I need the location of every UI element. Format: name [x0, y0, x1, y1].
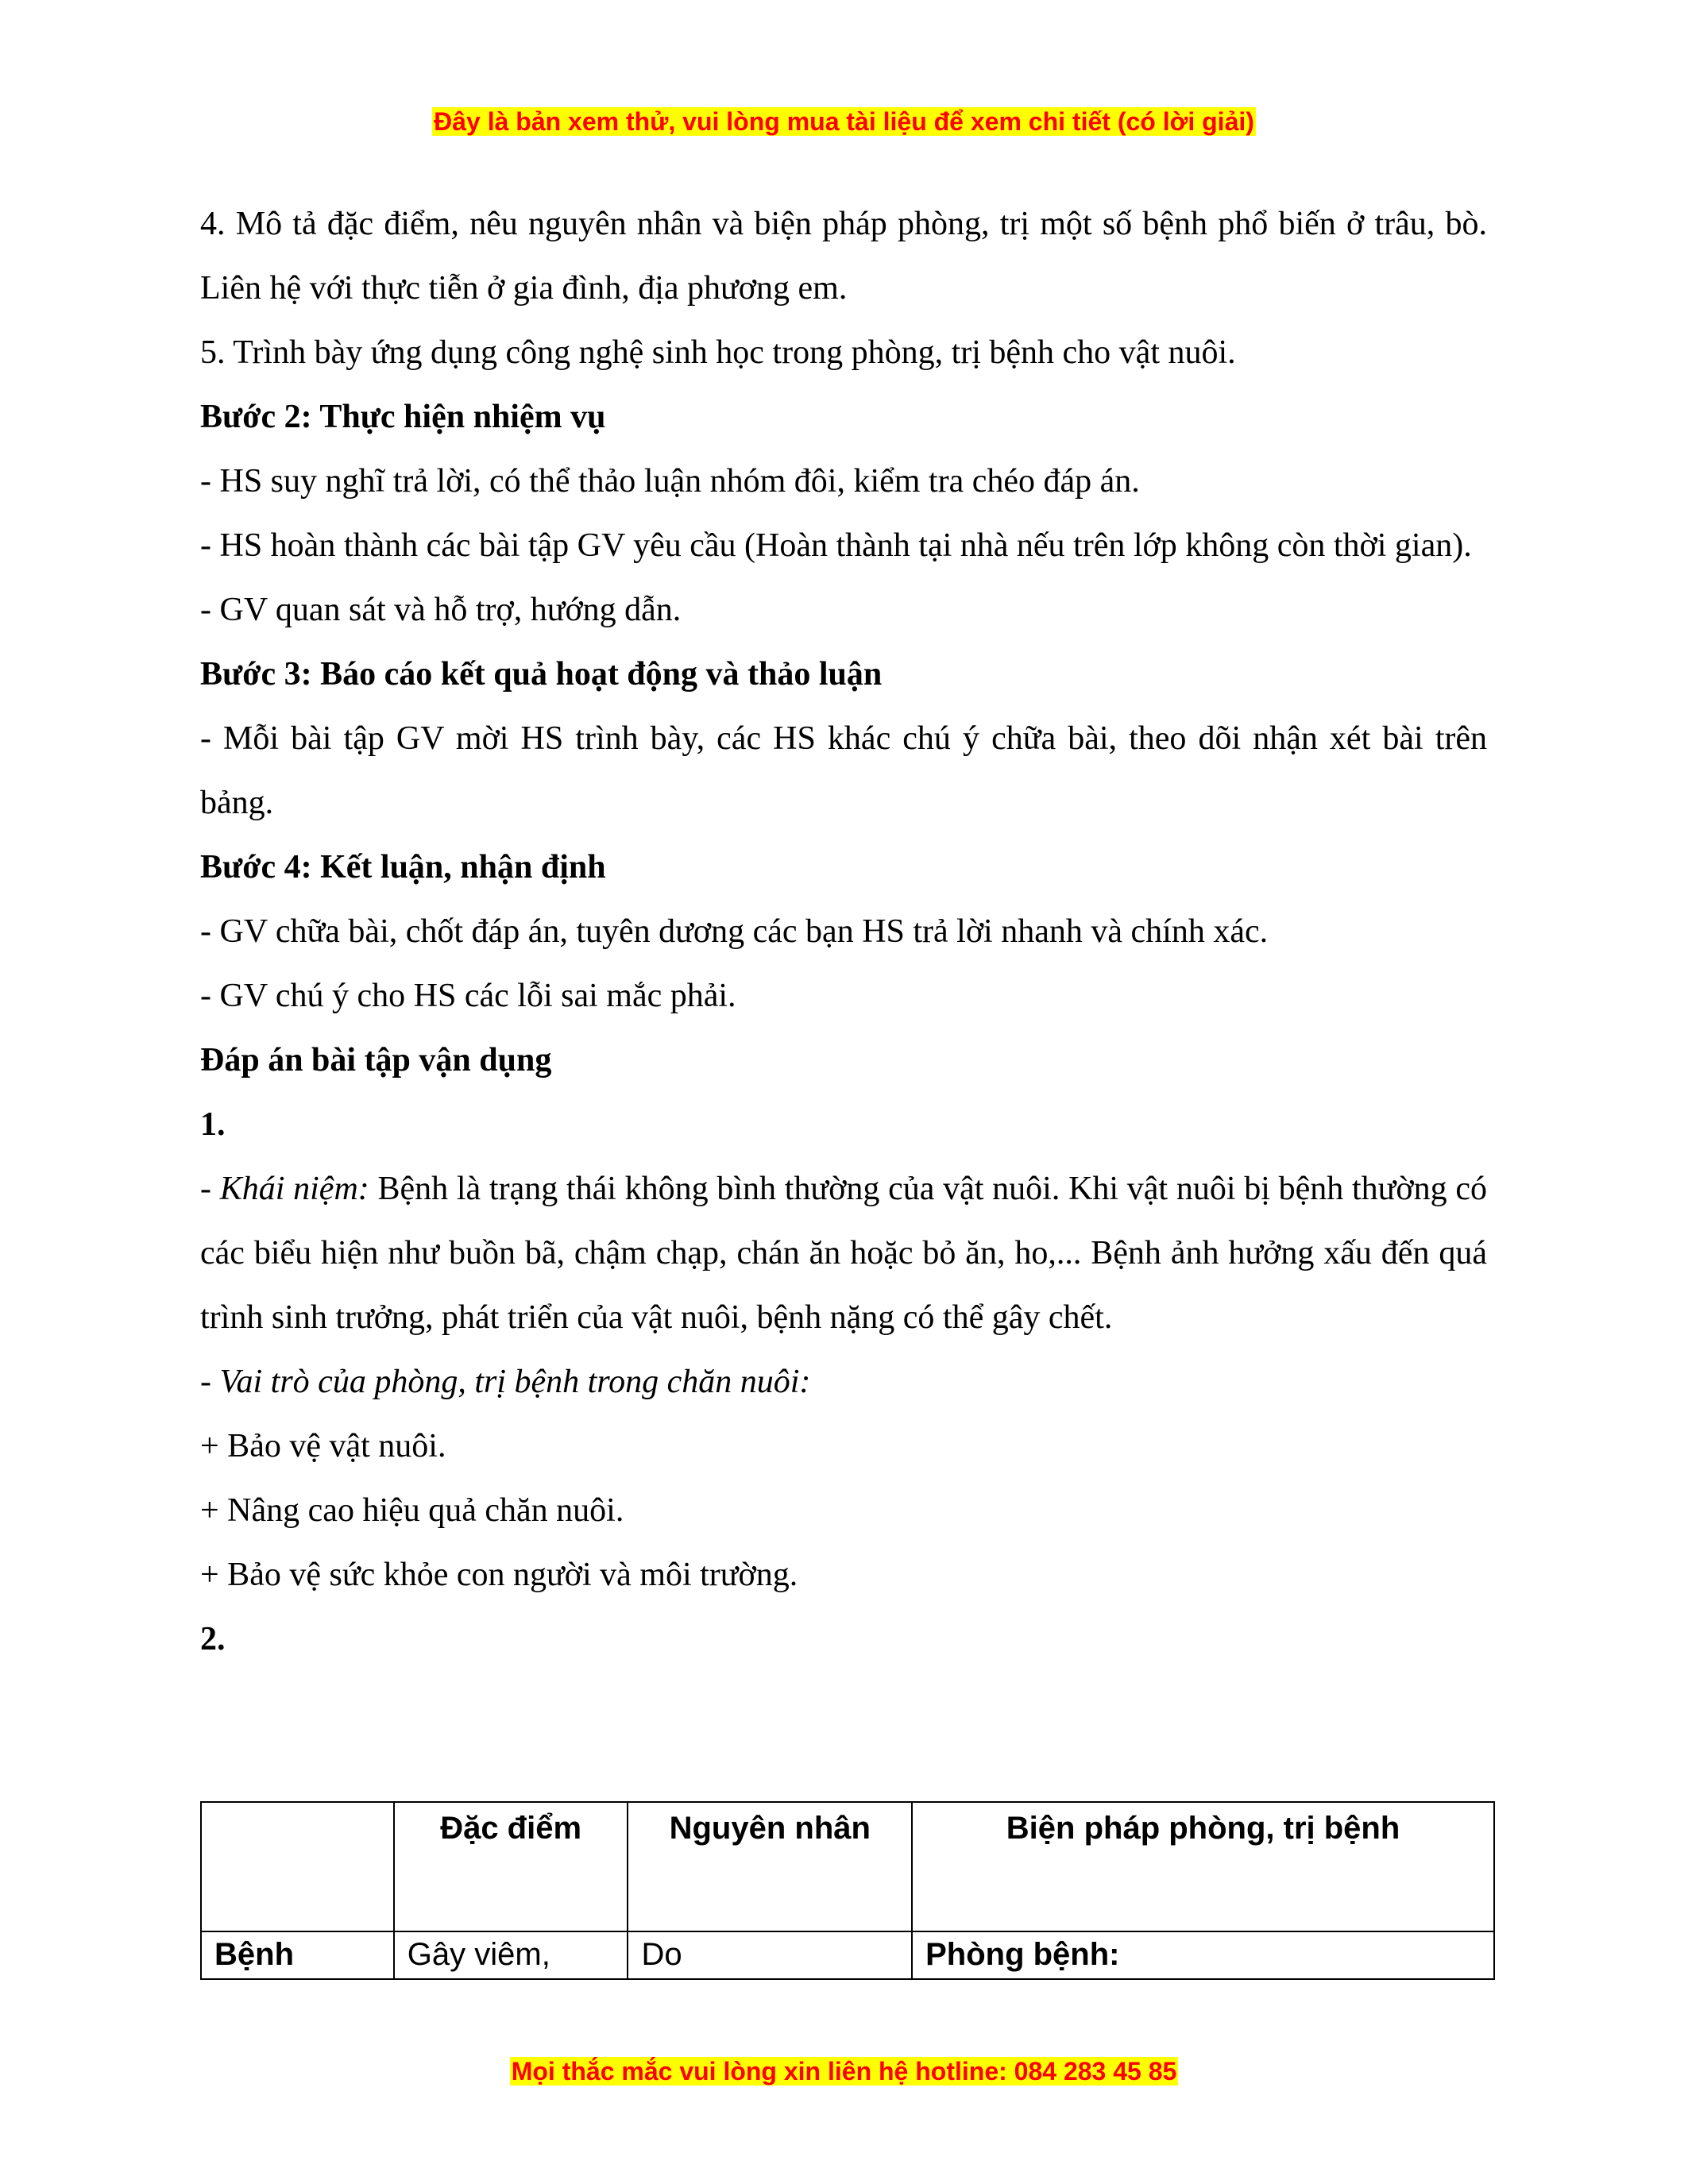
table-cell: Phòng bệnh:	[912, 1931, 1494, 1979]
answer-1-concept-text: Bệnh là trạng thái không bình thường của vật nuôi. Khi vật nuôi bị bệnh thường có các biểu hiện như buồn bã, chậm chạp, chán ăn hoặc bỏ ăn, ho,... Bệnh ảnh hưởng xấu đến quá trình sinh trưởng, phát triển của vật nuôi, bệnh nặng có thể gây chết.	[200, 1171, 1488, 1336]
answer-1-concept-prefix: -	[200, 1171, 220, 1207]
preview-notice-text: Đây là bản xem thử, vui lòng mua tài liệu để xem chi tiết (có lời giải)	[434, 107, 1254, 136]
step-2-line-1: - HS suy nghĩ trả lời, có thể thảo luận nhóm đôi, kiểm tra chéo đáp án.	[200, 463, 1140, 500]
step-2-heading: Bước 2: Thực hiện nhiệm vụ	[200, 399, 606, 435]
disease-table	[200, 1801, 1495, 1980]
table-cell: Gây viêm,	[394, 1931, 628, 1979]
answer-1-role-item-1: + Bảo vệ vật nuôi.	[200, 1428, 446, 1464]
table-cell: Bệnh	[201, 1931, 394, 1979]
preview-notice-banner	[0, 106, 1688, 137]
answer-1-role-prefix: -	[200, 1364, 220, 1400]
table-cell: Do	[628, 1931, 912, 1979]
question-5: 5. Trình bày ứng dụng công nghệ sinh học trong phòng, trị bệnh cho vật nuôi.	[200, 334, 1236, 371]
answers-heading: Đáp án bài tập vận dụng	[200, 1042, 552, 1078]
answer-1-role-item-2: + Nâng cao hiệu quả chăn nuôi.	[200, 1492, 624, 1529]
table-header-cell: Đặc điểm	[394, 1802, 628, 1931]
answer-1-role-item-3: + Bảo vệ sức khỏe con người và môi trường.	[200, 1557, 798, 1593]
table-header-cell	[201, 1802, 394, 1931]
step-2-line-2: - HS hoàn thành các bài tập GV yêu cầu (Hoàn thành tại nhà nếu trên lớp không còn thời gian).	[200, 527, 1472, 564]
table-header-row	[201, 1802, 1494, 1931]
hotline-text: Mọi thắc mắc vui lòng xin liên hệ hotline: 084 283 45 85	[511, 2057, 1177, 2086]
table-header-cell: Biện pháp phòng, trị bệnh	[912, 1802, 1494, 1931]
answer-1-concept	[200, 1157, 1487, 1350]
step-2-line-3: - GV quan sát và hỗ trợ, hướng dẫn.	[200, 592, 682, 628]
table-header-cell: Nguyên nhân	[628, 1802, 912, 1931]
answer-1-number: 1.	[200, 1106, 226, 1143]
table-row	[201, 1931, 1494, 1979]
step-4-line-1: - GV chữa bài, chốt đáp án, tuyên dương các bạn HS trả lời nhanh và chính xác.	[200, 913, 1269, 950]
step-4-line-2: - GV chú ý cho HS các lỗi sai mắc phải.	[200, 978, 736, 1014]
step-3-line-1: - Mỗi bài tập GV mời HS trình bày, các HS khác chú ý chữa bài, theo dõi nhận xét bài trên bảng.	[200, 720, 1487, 821]
step-4-heading: Bước 4: Kết luận, nhận định	[200, 849, 606, 886]
question-4: 4. Mô tả đặc điểm, nêu nguyên nhân và biện pháp phòng, trị một số bệnh phổ biến ở trâu, bò. Liên hệ với thực tiễn ở gia đình, địa phương em.	[200, 206, 1487, 307]
document-body	[200, 192, 1487, 1672]
hotline-banner	[0, 2055, 1688, 2087]
step-3-heading: Bước 3: Báo cáo kết quả hoạt động và thảo luận	[200, 656, 883, 693]
answer-1-role-label: Vai trò của phòng, trị bệnh trong chăn nuôi:	[219, 1364, 811, 1400]
answer-1-role	[200, 1350, 1487, 1414]
answer-2-number: 2.	[200, 1621, 226, 1657]
answer-1-concept-label: Khái niệm:	[219, 1171, 369, 1207]
